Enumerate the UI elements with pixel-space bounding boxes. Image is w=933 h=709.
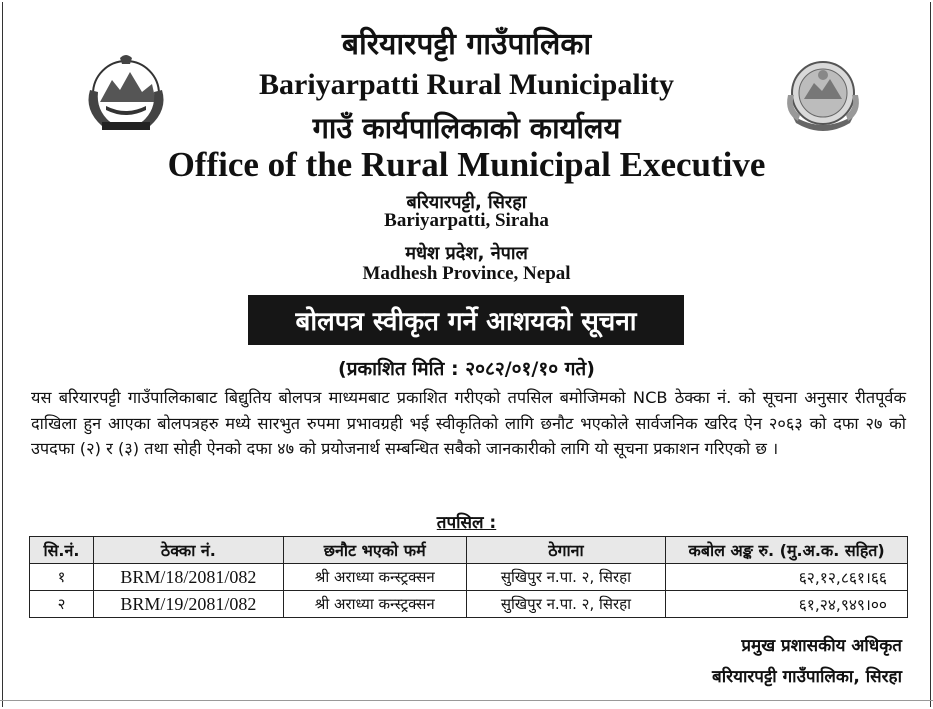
- cell-amount: ६२,१२,८६१।६६: [666, 564, 908, 591]
- column-header-bid-amount: कबोल अङ्क रु. (मु.अ.क. सहित): [666, 537, 908, 564]
- address-nepali: बरियारपट्टी, सिरहा: [406, 192, 527, 213]
- cell-amount: ६१,२४,९४९।००: [666, 591, 908, 618]
- office-name-english: Office of the Rural Municipal Executive: [167, 145, 766, 184]
- municipality-name-english: Bariyarpatti Rural Municipality: [259, 68, 674, 101]
- address-english: Bariyarpatti, Siraha: [384, 210, 549, 231]
- province-nepali: मधेश प्रदेश, नेपाल: [405, 243, 528, 264]
- cell-address: सुखिपुर न.पा. २, सिरहा: [466, 591, 666, 618]
- notice-title-banner: [248, 295, 684, 345]
- column-header-serial: सि.नं.: [30, 537, 94, 564]
- cell-serial: १: [30, 564, 94, 591]
- table-header-row: [30, 537, 908, 564]
- signatory-office: बरियारपट्टी गाउँपालिका, सिरहा: [712, 667, 902, 687]
- published-date: (प्रकाशित मिति : २०८२/०१/१० गते): [338, 358, 595, 380]
- bottom-divider: [0, 700, 933, 701]
- notice-title: बोलपत्र स्वीकृत गर्ने आशयको सूचना: [295, 307, 637, 337]
- cell-serial: २: [30, 591, 94, 618]
- details-heading-text: तपसिल :: [436, 513, 497, 533]
- table-row: [30, 564, 908, 591]
- cell-firm: श्री अराध्या कन्स्ट्रक्सन: [283, 591, 466, 618]
- column-header-selected-firm: छनौट भएको फर्म: [283, 537, 466, 564]
- cell-contract-no: BRM/19/2081/082: [93, 591, 283, 618]
- notice-body: यस बरियारपट्टी गाउँपालिकाबाट बिद्युतिय बोलपत्र माध्यमबाट प्रकाशित गरीएको तपसिल बमोजिमको NCB ठेक्का नं. को सूचना अनुसार रीतपूर्वक दाखिला हुन आएका बोलपत्रहरु मध्ये सारभुत रुपमा प्रभावग्रही भई स्वीकृतिको लागि छनौट भएकोले सार्वजनिक खरिद ऐन २०६३ को दफा २७ को उपदफा (२) र (३) तथा सोही ऐनको दफा ४७ को प्रयोजनार्थ सम्बन्धित सबैको जानकारीको लागि यो सूचना प्रकाशन गरिएको छ ।: [31, 388, 906, 458]
- cell-address: सुखिपुर न.पा. २, सिरहा: [466, 564, 666, 591]
- table-row: [30, 591, 908, 618]
- signatory-designation: प्रमुख प्रशासकीय अधिकृत: [741, 636, 902, 656]
- column-header-contract-no: ठेक्का नं.: [93, 537, 283, 564]
- details-heading: [0, 510, 933, 533]
- office-name-nepali: गाउँ कार्यपालिकाको कार्यालय: [312, 111, 621, 145]
- cell-firm: श्री अराध्या कन्स्ट्रक्सन: [283, 564, 466, 591]
- contract-table: [29, 536, 908, 618]
- municipality-name-nepali: बरियारपट्टी गाउँपालिका: [341, 27, 592, 62]
- cell-contract-no: BRM/18/2081/082: [93, 564, 283, 591]
- column-header-address: ठेगाना: [466, 537, 666, 564]
- province-english: Madhesh Province, Nepal: [362, 263, 571, 284]
